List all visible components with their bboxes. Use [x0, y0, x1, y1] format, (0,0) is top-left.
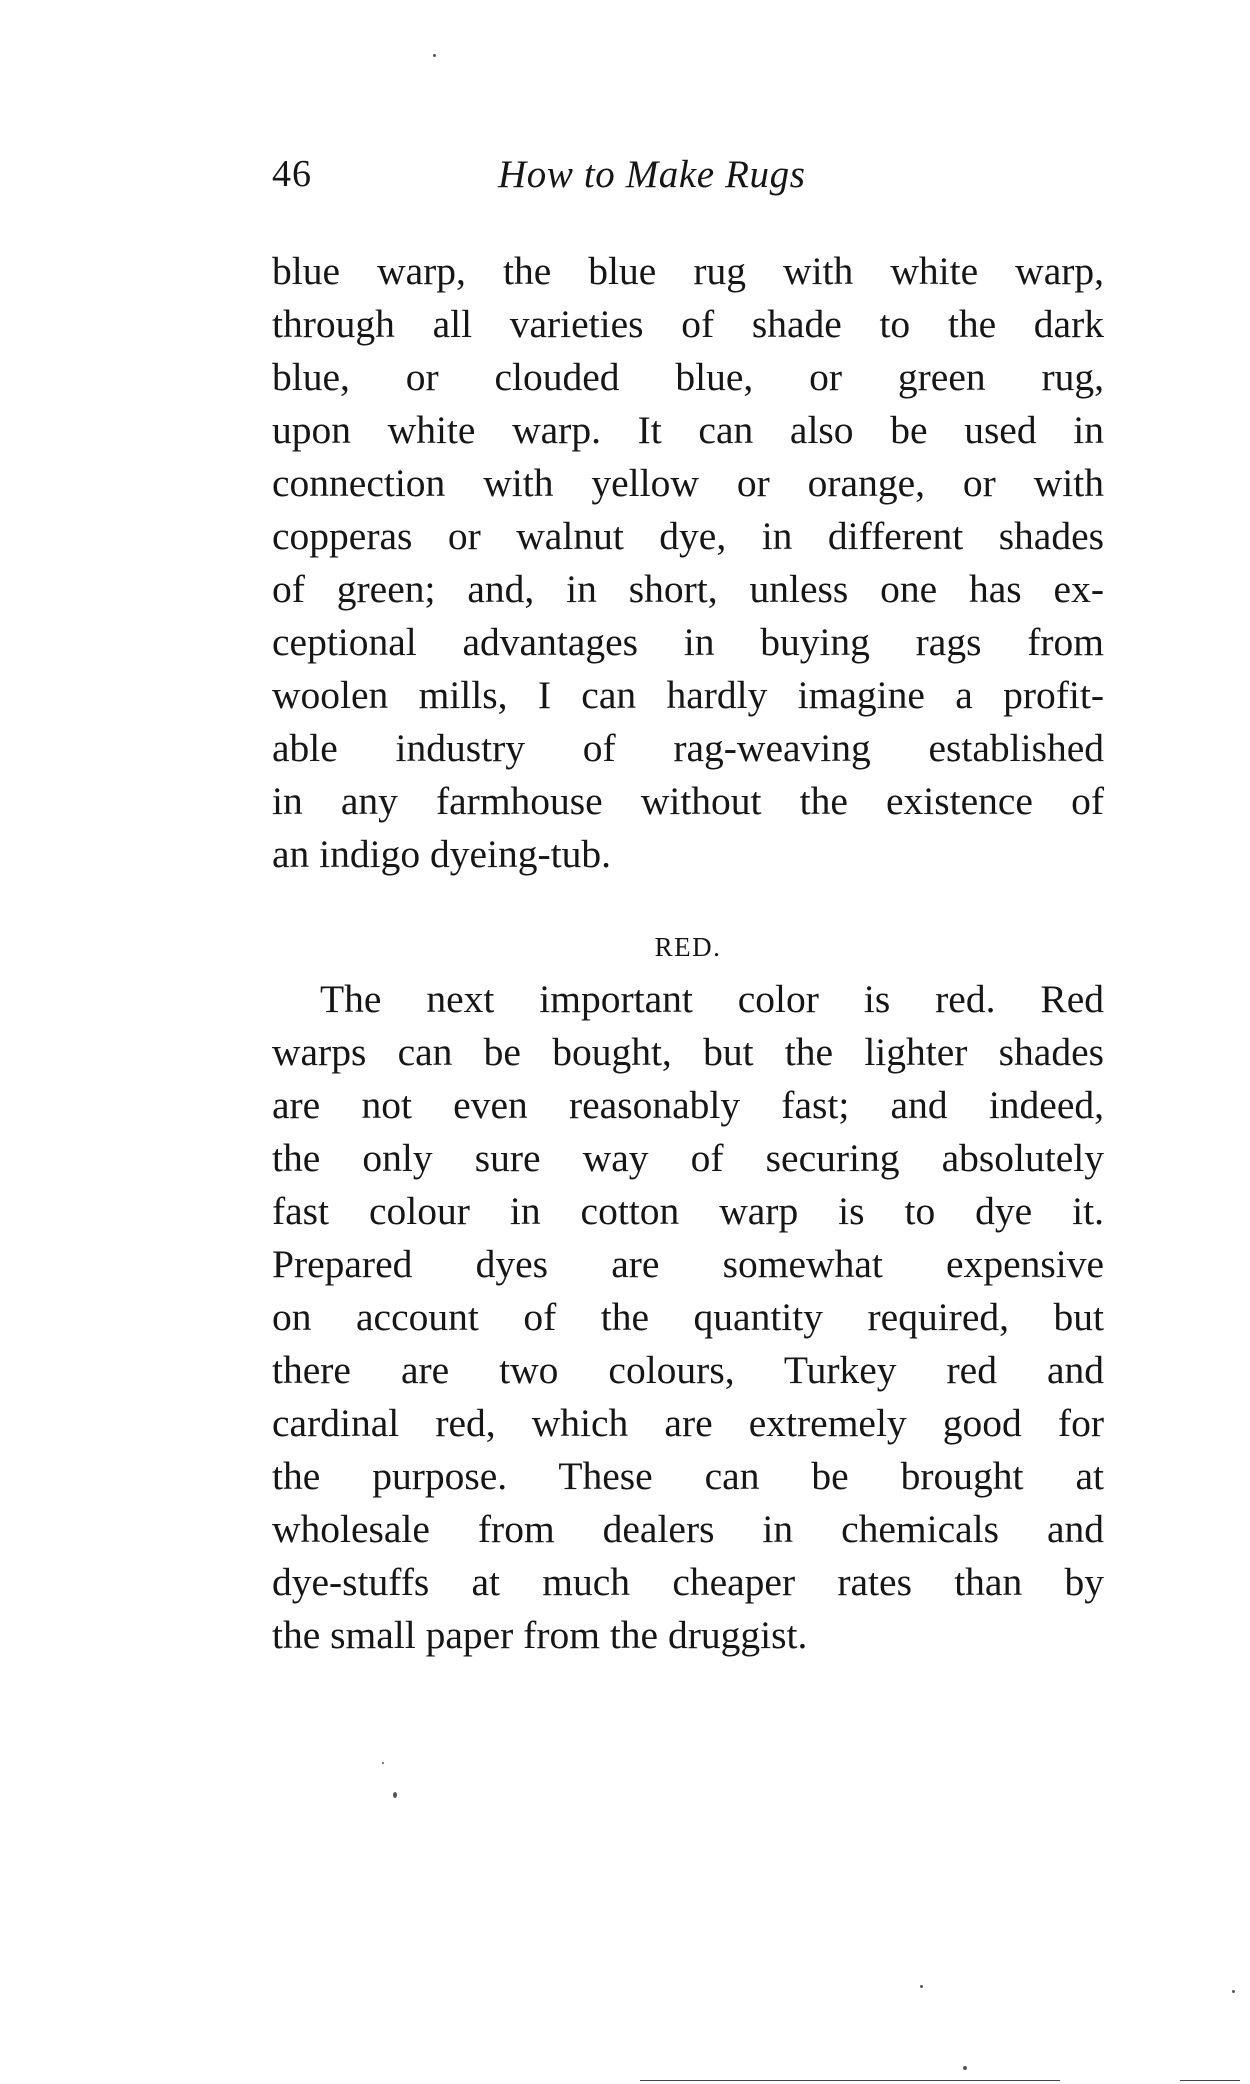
text-line: the purpose. These can be brought at: [272, 1454, 1104, 1498]
text-line: the small paper from the druggist.: [272, 1613, 808, 1657]
text-line: The next important color is red. Red: [320, 977, 1104, 1021]
text-line: cardinal red, which are extremely good for: [272, 1401, 1104, 1445]
text-line: through all varieties of shade to the dark: [272, 302, 1104, 346]
text-line: blue, or clouded blue, or green rug,: [272, 355, 1104, 399]
text-line: Prepared dyes are somewhat expensive: [272, 1242, 1104, 1286]
scan-edge-rule: [1180, 2080, 1240, 2081]
scan-speck: [1232, 1990, 1235, 1993]
paragraph-red: [272, 973, 1104, 1662]
scan-speck: [963, 2066, 967, 2070]
text-line: able industry of rag-weaving established: [272, 726, 1104, 770]
text-line: on account of the quantity required, but: [272, 1295, 1104, 1339]
text-line: wholesale from dealers in chemicals and: [272, 1507, 1104, 1551]
scan-speck: [433, 54, 436, 57]
text-line: copperas or walnut dye, in different shades: [272, 514, 1104, 558]
scan-speck: [382, 1762, 384, 1764]
text-line: connection with yellow or orange, or with: [272, 461, 1104, 505]
page-number: 46: [272, 153, 312, 195]
text-line: fast colour in cotton warp is to dye it.: [272, 1189, 1104, 1233]
section-heading-red: RED.: [654, 932, 722, 962]
text-line: there are two colours, Turkey red and: [272, 1348, 1104, 1392]
scan-speck: [920, 1985, 923, 1988]
text-line: upon white warp. It can also be used in: [272, 408, 1104, 452]
text-line: of green; and, in short, unless one has ex-: [272, 567, 1104, 611]
running-title: How to Make Rugs: [498, 153, 806, 196]
text-line: ceptional advantages in buying rags from: [272, 620, 1104, 664]
text-line: blue warp, the blue rug with white warp,: [272, 249, 1104, 293]
paragraph-indigo: [272, 245, 1104, 881]
scan-edge-rule: [640, 2080, 1060, 2081]
scan-speck: [393, 1792, 397, 1798]
running-head: [272, 152, 1104, 202]
text-line: an indigo dyeing-tub.: [272, 832, 611, 876]
text-line: dye-stuffs at much cheaper rates than by: [272, 1560, 1104, 1604]
text-line: are not even reasonably fast; and indeed,: [272, 1083, 1104, 1127]
text-line: warps can be bought, but the lighter shades: [272, 1030, 1104, 1074]
text-line: the only sure way of securing absolutely: [272, 1136, 1104, 1180]
text-line: woolen mills, I can hardly imagine a profit-: [272, 673, 1104, 717]
text-line: in any farmhouse without the existence of: [272, 779, 1104, 823]
